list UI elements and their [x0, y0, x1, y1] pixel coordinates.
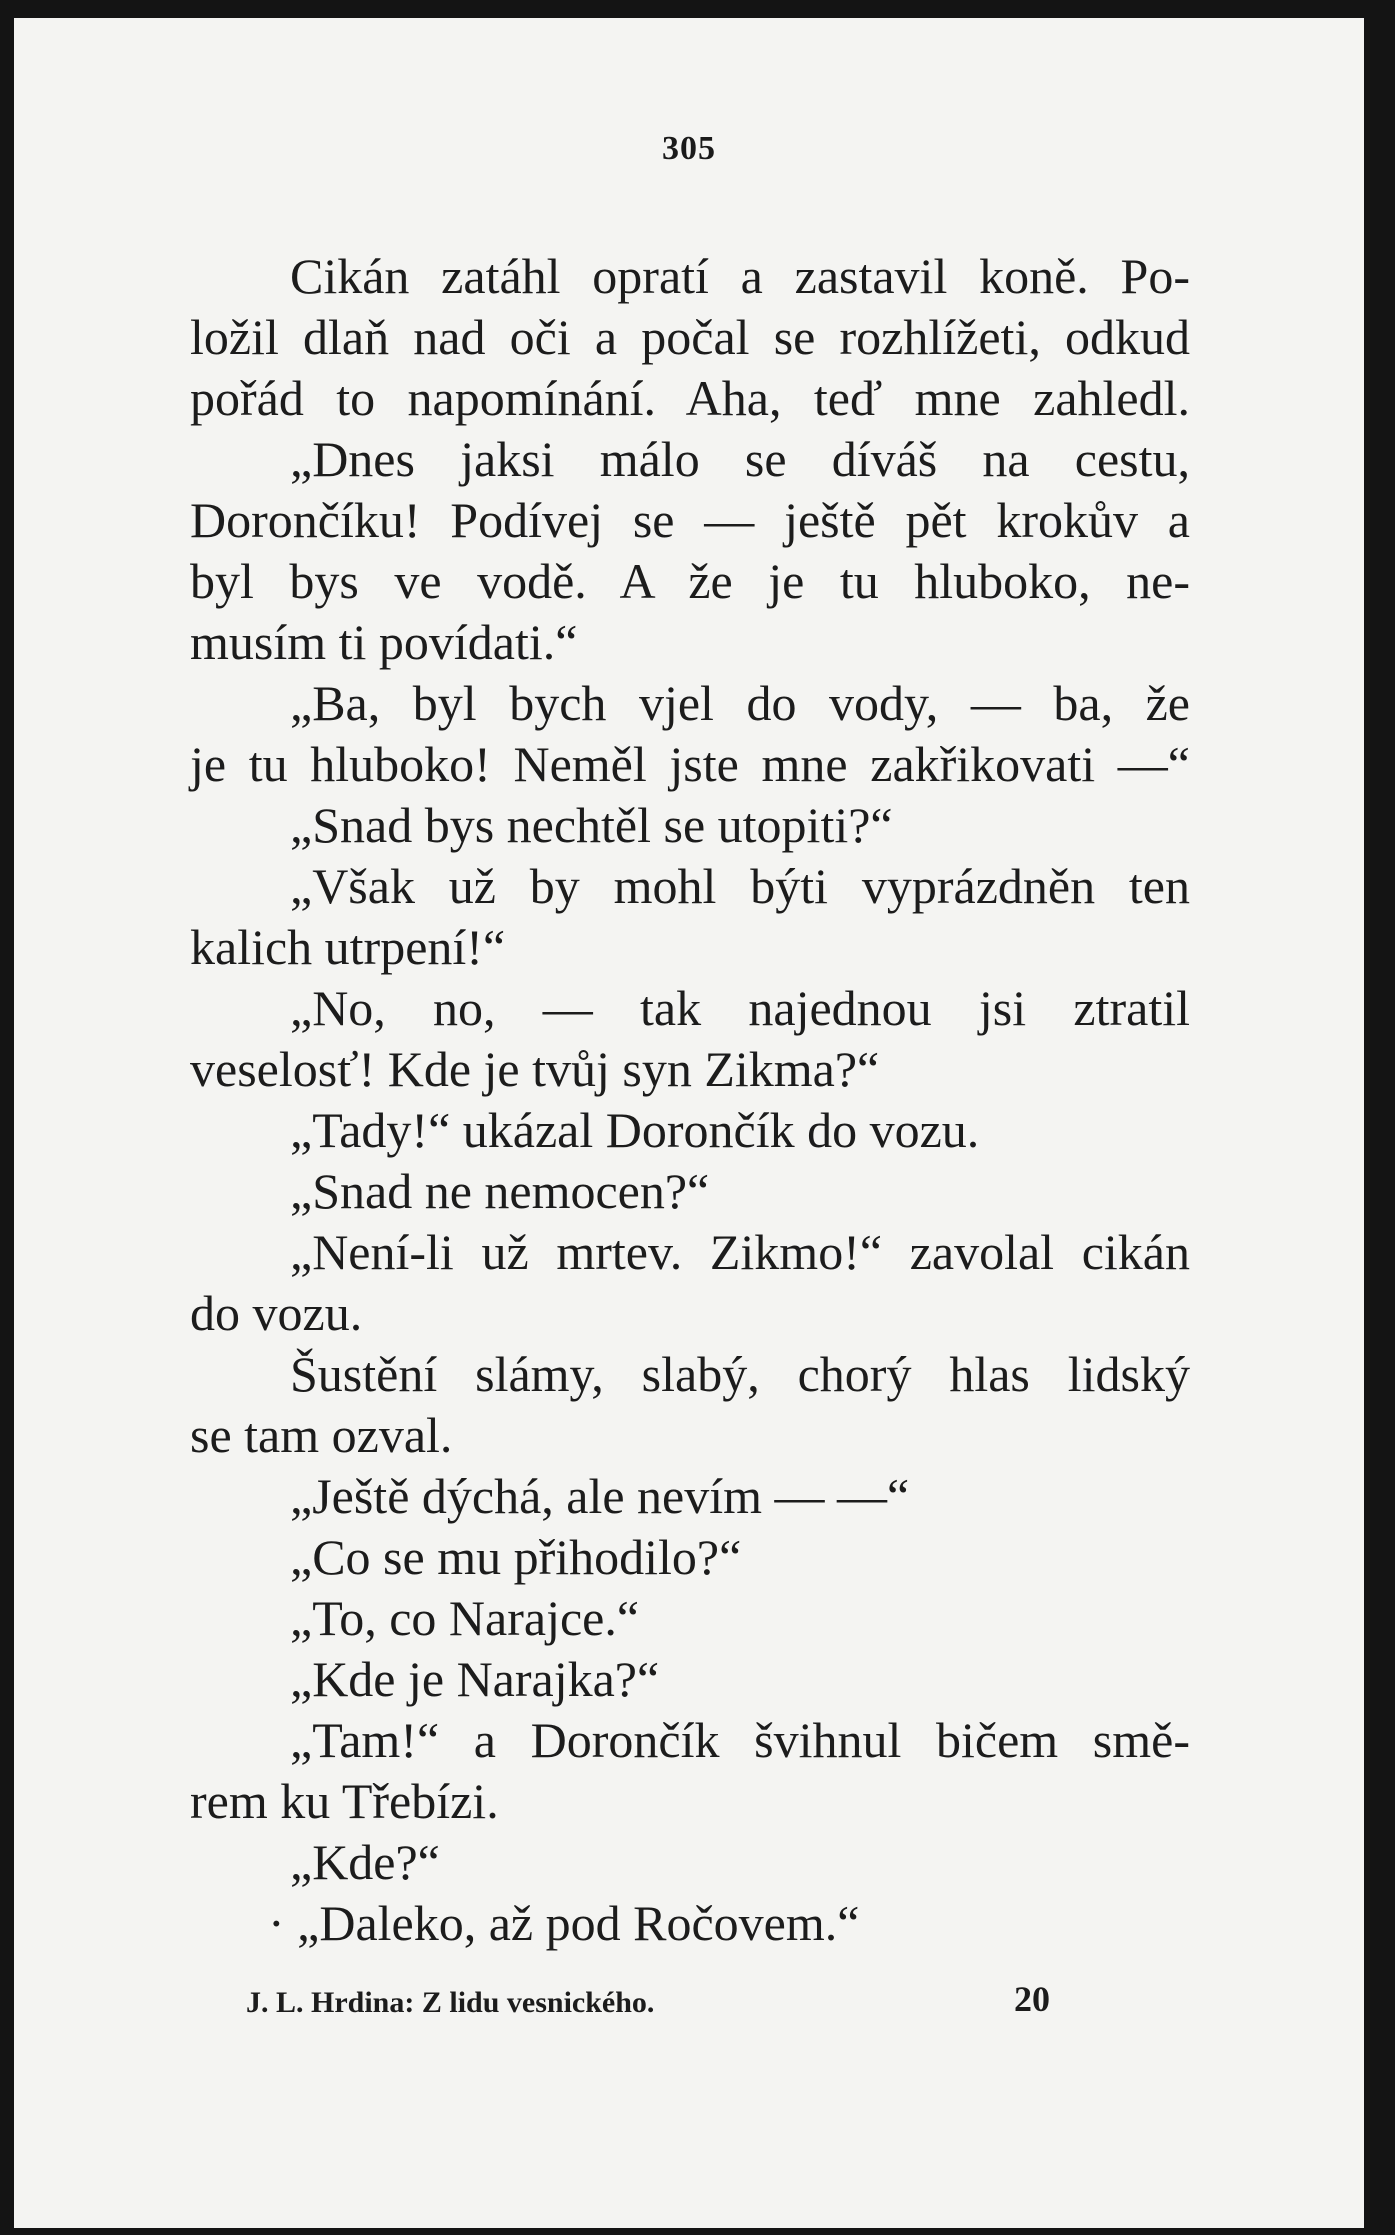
text-line: veselosť! Kde je tvůj syn Zikma?“	[190, 1041, 880, 1097]
text-line: rem ku Třebízi.	[190, 1773, 499, 1829]
text-line: „Co se mu přihodilo?“	[290, 1529, 742, 1585]
text-line: „Tam!“ a Dorončík švihnul bičem smě-	[290, 1712, 1190, 1768]
text-line: „Dnes jaksi málo se díváš na cestu,	[290, 431, 1190, 487]
text-line: pořád to napomínání. Aha, teď mne zahledl.	[190, 370, 1190, 426]
text-line: „Snad bys nechtěl se utopiti?“	[290, 797, 893, 853]
text-line: „Ještě dýchá, ale nevím — —“	[290, 1468, 910, 1524]
signature-number: 20	[1014, 1979, 1050, 2019]
text-line: byl bys ve vodě. A že je tu hluboko, ne-	[190, 553, 1190, 609]
text-line: ložil dlaň nad oči a počal se rozhlížeti, odkud	[190, 309, 1190, 365]
text-line: kalich utrpení!“	[190, 919, 506, 975]
text-line: se tam ozval.	[190, 1407, 453, 1463]
book-page	[14, 18, 1364, 2228]
page-number: 305	[662, 130, 716, 167]
text-line: „Snad ne nemocen?“	[290, 1163, 710, 1219]
body-text	[190, 246, 1190, 1954]
text-line: „Ba, byl bych vjel do vody, — ba, že	[290, 675, 1190, 731]
text-line: „Kde?“	[290, 1834, 440, 1890]
text-line: Šustění slámy, slabý, chorý hlas lidský	[290, 1346, 1190, 1402]
text-line: „Kde je Narajka?“	[290, 1651, 660, 1707]
text-line: „To, co Narajce.“	[290, 1590, 640, 1646]
text-line: musím ti povídati.“	[190, 614, 578, 670]
text-line: „Však už by mohl býti vyprázdněn ten	[290, 858, 1190, 914]
text-line: · „Daleko, až pod Ročovem.“	[268, 1895, 860, 1951]
text-line: „Není-li už mrtev. Zikmo!“ zavolal cikán	[290, 1224, 1190, 1280]
text-line: do vozu.	[190, 1285, 363, 1341]
text-line: Cikán zatáhl opratí a zastavil koně. Po-	[290, 248, 1190, 304]
signature-mark: J. L. Hrdina: Z lidu vesnického.	[246, 1986, 655, 2019]
text-line: Dorončíku! Podívej se — ještě pět krokův a	[190, 492, 1190, 548]
text-line: „Tady!“ ukázal Dorončík do vozu.	[290, 1102, 980, 1158]
text-line: je tu hluboko! Neměl jste mne zakřikovati —“	[190, 736, 1190, 792]
text-line: „No, no, — tak najednou jsi ztratil	[290, 980, 1190, 1036]
